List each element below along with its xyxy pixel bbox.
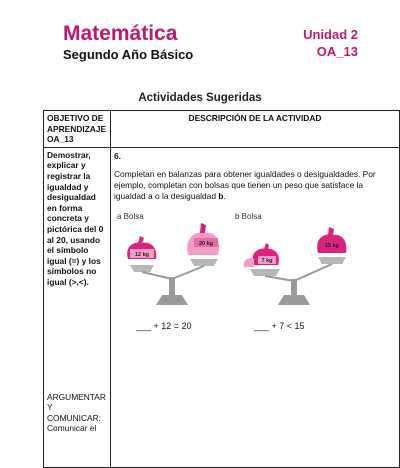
balance-scale-b — [232, 209, 352, 319]
activities-table — [43, 110, 400, 468]
objective-cell — [44, 147, 111, 467]
description-cell — [111, 147, 400, 467]
header-left — [63, 22, 193, 62]
page-subtitle: Segundo Año Básico — [63, 47, 194, 62]
header-right — [303, 26, 358, 60]
left-bag-b — [244, 243, 279, 267]
table-header-row — [44, 111, 400, 148]
section-title: Actividades Sugeridas — [138, 92, 262, 104]
left-bag-a — [127, 236, 156, 259]
activity-text — [114, 169, 396, 201]
page-title: Matemática — [63, 22, 178, 45]
objective-text: Demostrar, explicar y registrar la igualdad y desigualdad en forma concreta y pictórica del 0 al 20, usando el símbolo igual (=) y los símbolos no igual (>,<). — [47, 149, 104, 287]
balance-a-label: a Bolsa — [117, 212, 144, 222]
objective-subtext: ARGUMENTAR Y COMUNICAR: Comunicar el — [47, 391, 106, 434]
equation-b: ___ + 7 < 15 — [254, 321, 305, 332]
right-bag-a — [187, 223, 219, 255]
objective-code: OA_13 — [316, 44, 358, 59]
unit-label: Unidad 2 — [303, 27, 358, 42]
right-bag-a-weight: 20 kg — [198, 241, 214, 248]
right-bag-b-weight: 15 kg — [324, 243, 340, 250]
header-cell-objective: OBJETIVO DE APRENDIZAJE OA_13 — [44, 111, 111, 148]
table-row — [44, 147, 400, 467]
left-bag-a-weight: 12 kg — [134, 252, 150, 259]
right-bag-b — [317, 227, 346, 253]
activity-text-bold: b — [218, 190, 224, 201]
balance-scale-a — [114, 209, 226, 319]
left-bag-b-weight: 7 kg — [261, 258, 273, 265]
activity-text-part2: . — [223, 190, 226, 201]
activity-number: 6. — [114, 150, 121, 161]
activity-text-part1: Completan en balanzas para obtener igualdades o desigualdades. Por ejemplo, completan con bolsas que tienen un peso que satisface la igualdad a o la desigualdad — [114, 169, 376, 201]
balance-illustration — [114, 209, 400, 339]
balance-b-label: b Bolsa — [235, 212, 262, 222]
header-cell-description: DESCRIPCIÓN DE LA ACTIVIDAD — [111, 111, 400, 148]
equation-a: ___ + 12 = 20 — [136, 321, 192, 332]
